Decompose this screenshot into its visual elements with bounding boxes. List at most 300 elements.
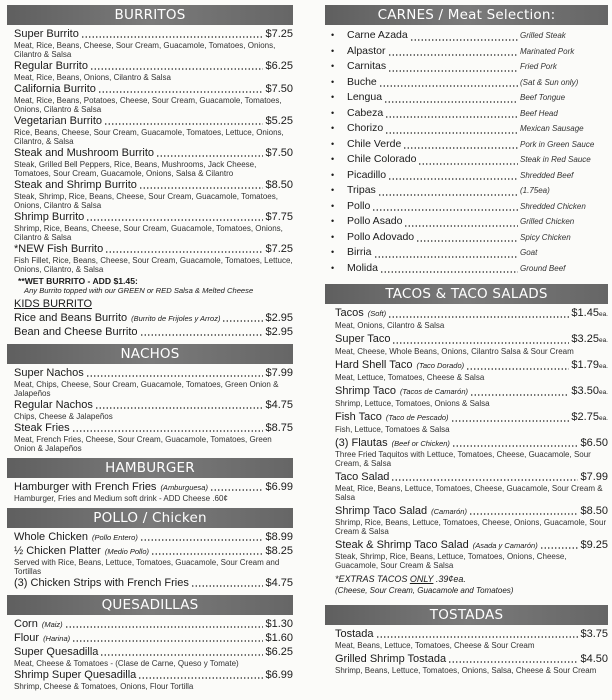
item-spanish-name: (Harina) <box>43 634 71 643</box>
bullet-icon: • <box>331 200 335 211</box>
menu-item-line <box>335 653 608 666</box>
item-price: $8.99 <box>265 531 293 543</box>
item-name: Super Taco <box>335 333 391 345</box>
item-name: *NEW Fish Burrito <box>14 243 104 255</box>
menu-item <box>14 545 293 576</box>
meat-description: (Sat & Sun only) <box>520 77 579 87</box>
dot-leader <box>469 513 579 515</box>
menu-item-line <box>335 359 608 373</box>
dot-leader <box>72 430 264 432</box>
bullet-icon: • <box>331 154 335 164</box>
bullet-icon: • <box>331 262 335 273</box>
item-description: Shrimp, Rice, Beans, Lettuce, Tomatoes, Cheese, Onions, Guacamole, Sour Cream & Salsa <box>335 518 607 536</box>
bullet-icon: • <box>331 123 335 133</box>
menu-item <box>14 60 293 82</box>
meat-item <box>325 28 608 44</box>
bullet-icon: • <box>331 138 335 149</box>
section-hamburger <box>7 458 293 504</box>
item-price: $3.50 <box>571 385 599 397</box>
item-name: Fish Taco <box>335 411 382 423</box>
left-column <box>7 5 293 692</box>
menu-item <box>335 628 608 650</box>
item-description: Meat, French Fries, Cheese, Sour Cream, Guacamole, Tomatoes, Green Onion & Jalapeños <box>14 435 272 453</box>
item-spanish-name: (Medio Pollo) <box>104 547 150 556</box>
dot-leader <box>140 334 264 336</box>
bullet-icon: • <box>331 45 335 56</box>
section-pollo <box>7 508 293 591</box>
item-price: $7.50 <box>265 147 293 159</box>
item-price: $8.50 <box>265 179 293 191</box>
dot-leader <box>391 479 578 481</box>
dot-leader <box>410 39 518 41</box>
item-name: (3) Flautas <box>335 437 388 449</box>
meat-item <box>325 106 608 122</box>
menu-item-line <box>14 577 293 590</box>
item-name: Shrimp Taco Salad <box>335 505 428 517</box>
item-price: $9.25 <box>580 539 608 551</box>
dot-leader <box>452 445 579 447</box>
item-name: Corn <box>14 618 38 630</box>
item-description: Meat, Rice, Beans, Cheese, Sour Cream, Guacamole, Tomatoes, Onions, Cilantro & Salsa <box>14 41 276 59</box>
item-name: California Burrito <box>14 83 96 95</box>
menu-item-line <box>335 385 608 399</box>
item-price: $7.25 <box>265 243 293 255</box>
item-price: $6.25 <box>265 60 293 72</box>
dot-leader <box>90 68 263 70</box>
extras-label: *EXTRAS TACOS <box>335 574 410 584</box>
section-tostadas <box>325 605 608 678</box>
item-description: Meat, Rice, Beans, Potatoes, Cheese, Sour Cream, Guacamole, Tomatoes, Onions, Cilantro & Salsa <box>14 96 282 114</box>
item-price: $6.99 <box>265 669 293 681</box>
item-description: Meat, Beans, Lettuce, Tomatoes, Cheese & Sour Cream <box>335 641 535 650</box>
menu-item <box>14 632 293 645</box>
meat-description: Beef Tongue <box>520 93 566 102</box>
menu-item <box>14 28 293 59</box>
menu-item <box>14 577 293 590</box>
menu-item-line <box>335 505 608 518</box>
item-name: ½ Chicken Platter <box>14 545 101 557</box>
meat-name: Cabeza <box>347 106 384 119</box>
menu-item <box>335 411 608 434</box>
item-name: Regular Burrito <box>14 60 88 72</box>
dot-leader <box>376 636 579 638</box>
item-name: Steak and Shrimp Burrito <box>14 179 137 191</box>
item-price: $7.75 <box>265 211 293 223</box>
meat-name: Pollo Asado <box>347 215 403 227</box>
bullet-icon: • <box>331 92 335 102</box>
bullet-icon: • <box>331 169 335 180</box>
item-description: Hamburger, Fries and Medium soft drink - ADD Cheese .60¢ <box>14 494 228 503</box>
item-spanish-name: (Burrito de Frijoles y Arroz) <box>131 314 221 323</box>
item-description: Three Fried Taquitos with Lettuce, Tomatoes, Cheese, Guacamole, Sour Cream, & Salsa <box>335 450 591 468</box>
item-spanish-name: (Taco de Pescado) <box>385 413 449 422</box>
item-description: Meat, Rice, Beans, Onions, Cilantro & Salsa <box>14 73 171 82</box>
extras-note <box>335 573 608 585</box>
section-burritos <box>7 5 293 340</box>
dot-leader <box>388 70 518 72</box>
dot-leader <box>98 91 264 93</box>
meat-description: Marinated Pork <box>520 46 575 56</box>
dot-leader <box>140 539 264 541</box>
menu-item-line <box>14 115 293 128</box>
menu-item-line <box>14 243 293 256</box>
dot-leader <box>380 271 518 273</box>
menu-item-line <box>335 539 608 552</box>
item-name: Taco Salad <box>335 471 390 483</box>
menu-item <box>335 505 608 536</box>
menu-item <box>335 539 608 570</box>
meat-item <box>325 245 608 261</box>
item-description: Served with Rice, Beans, Lettuce, Tomatoes, Guacamole, Sour Cream and Tortillas <box>14 558 280 576</box>
item-price: $1.60 <box>265 632 293 644</box>
dot-leader <box>403 147 518 149</box>
item-name: Regular Nachos <box>14 399 93 411</box>
item-name: Hamburger with French Fries <box>14 481 157 493</box>
bullet-icon: • <box>331 107 335 118</box>
item-spanish-name: (Taco Dorado) <box>416 361 465 370</box>
kids-burrito-label: KIDS BURRITO <box>14 298 93 310</box>
item-name: Flour <box>14 632 40 644</box>
bullet-icon: • <box>331 247 335 257</box>
extras-only: ONLY <box>409 574 434 584</box>
item-price: $6.99 <box>265 481 293 493</box>
bullet-icon: • <box>331 185 335 195</box>
meat-name: Buche <box>347 75 377 88</box>
menu-item <box>335 307 608 330</box>
item-price: $4.75 <box>265 399 293 411</box>
menu-item-line <box>335 333 608 347</box>
section-quesadillas <box>7 595 293 692</box>
item-price: $1.45 <box>571 307 599 319</box>
item-price: $6.25 <box>265 646 293 658</box>
item-price: $8.75 <box>265 422 293 434</box>
extras-desc: (Cheese, Sour Cream, Guacamole and Tomatoes) <box>335 586 514 595</box>
item-name: Tacos <box>335 307 364 319</box>
bullet-icon: • <box>331 61 335 71</box>
dot-leader <box>156 155 263 157</box>
item-price: $5.25 <box>265 115 293 127</box>
meat-description: Beef Head <box>520 108 558 118</box>
meat-description: Pork in Green Sauce <box>520 139 595 149</box>
meat-name: Birria <box>347 246 372 258</box>
section-tacos <box>325 284 608 597</box>
meat-name: Alpastor <box>347 44 386 57</box>
item-description: Meat, Onions, Cilantro & Salsa <box>335 321 445 330</box>
section-header: NACHOS <box>7 344 293 364</box>
dot-leader <box>418 163 518 165</box>
meat-description: Spicy Chicken <box>520 232 571 242</box>
item-description: Meat, Rice, Beans, Lettuce, Tomatoes, Cheese, Guacamole, Sour Cream & Salsa <box>335 484 603 502</box>
dot-leader <box>222 320 263 322</box>
item-price: $7.50 <box>265 83 293 95</box>
item-price: $3.25 <box>571 333 599 345</box>
dot-leader <box>384 101 518 103</box>
menu-item-line <box>335 437 608 450</box>
dot-leader <box>379 85 518 87</box>
item-description: Shrimp, Cheese & Tomatoes, Onions, Flour Tortilla <box>14 682 194 691</box>
item-description: Rice, Beans, Cheese, Sour Cream, Guacamole, Tomatoes, Lettuce, Onions, Cilantro, & Salsa <box>14 128 284 146</box>
meat-description: Shredded Beef <box>520 170 574 180</box>
meat-description: Grilled Chicken <box>520 217 575 226</box>
wet-burrito-desc: Any Burrito topped with our GREEN or RED Salsa & Melted Cheese <box>24 286 254 295</box>
section-header: HAMBURGER <box>7 458 293 478</box>
menu-item <box>14 115 293 146</box>
bullet-icon: • <box>331 231 335 242</box>
menu-item <box>14 243 293 274</box>
menu-item <box>14 481 293 503</box>
item-name: Steak & Shrimp Taco Salad <box>335 539 469 551</box>
item-description: Meat, Cheese, Whole Beans, Onions, Cilantro Salsa & Sour Cream <box>335 347 574 356</box>
item-spanish-name: (Soft) <box>367 309 387 318</box>
dot-leader <box>374 256 518 258</box>
dot-leader <box>466 368 569 370</box>
price-suffix: ea. <box>598 311 608 318</box>
dot-leader <box>100 654 263 656</box>
item-description: Meat, Cheese & Tomatoes - (Clase de Carne, Queso y Tomate) <box>14 659 239 668</box>
item-spanish-name: (Camarón) <box>431 507 467 516</box>
item-description: Meat, Lettuce, Tomatoes, Cheese & Salsa <box>335 373 485 382</box>
item-name: Rice and Beans Burrito <box>14 312 128 324</box>
item-name: Steak Fries <box>14 422 70 434</box>
item-name: Whole Chicken <box>14 531 88 543</box>
meat-name: Picadillo <box>347 168 387 181</box>
menu-item-line <box>14 632 293 645</box>
meat-name: Carnitas <box>347 60 387 72</box>
meat-name: Chorizo <box>347 122 384 134</box>
dot-leader <box>104 123 263 125</box>
item-name: Tostada <box>335 628 374 640</box>
menu-item <box>14 147 293 178</box>
menu-item-line <box>14 399 293 412</box>
meat-description: Mexican Sausage <box>520 124 584 133</box>
section-header: POLLO / Chicken <box>7 508 293 528</box>
meat-item <box>325 137 608 153</box>
dot-leader <box>388 316 569 318</box>
dot-leader <box>210 489 264 491</box>
item-price: $4.75 <box>265 577 293 589</box>
meat-item <box>325 121 608 137</box>
meat-description: Shredded Chicken <box>520 201 586 211</box>
item-name: Steak and Mushroom Burrito <box>14 147 155 159</box>
section-carnes <box>325 5 608 276</box>
item-description: Chips, Cheese & Jalapeños <box>14 412 113 421</box>
meat-name: Pollo <box>347 199 371 212</box>
item-description: Shrimp, Rice, Beans, Cheese, Sour Cream, Guacamole, Tomatoes, Onions, Cilantro & Salsa <box>14 224 283 242</box>
item-name: (3) Chicken Strips with French Fries <box>14 577 189 589</box>
price-suffix: ea. <box>598 415 608 422</box>
dot-leader <box>86 219 263 221</box>
menu-item-line <box>14 60 293 73</box>
menu-item-line <box>14 28 293 41</box>
menu-item <box>335 385 608 408</box>
item-spanish-name: (Beef or Chicken) <box>391 439 450 448</box>
item-name: Hard Shell Taco <box>335 359 413 371</box>
dot-leader <box>385 116 518 118</box>
item-name: Shrimp Taco <box>335 385 396 397</box>
menu-item <box>14 618 293 631</box>
right-column <box>325 5 608 678</box>
item-description: Fish, Lettuce, Tomatoes & Salsa <box>335 425 450 434</box>
dot-leader <box>416 240 518 242</box>
item-description: Shrimp, Beans, Lettuce, Tomatoes, Onions, Salsa, Cheese & Sour Cream <box>335 666 597 675</box>
menu-item <box>14 646 293 668</box>
bullet-icon: • <box>331 216 335 226</box>
dot-leader <box>385 132 518 134</box>
menu-item-line <box>14 669 293 682</box>
item-spanish-name: (Maiz) <box>41 620 63 629</box>
meat-item <box>325 152 608 168</box>
item-name: Super Quesadilla <box>14 646 99 658</box>
menu-item-line <box>335 307 608 321</box>
menu-item <box>14 326 293 339</box>
dot-leader <box>448 661 578 663</box>
item-price: $7.25 <box>265 28 293 40</box>
bullet-icon: • <box>331 76 335 87</box>
meat-item <box>325 75 608 91</box>
menu-item-line <box>14 326 293 339</box>
extras-price: .39¢ea. <box>433 574 466 584</box>
section-header: TACOS & TACO SALADS <box>325 284 608 304</box>
section-header: QUESADILLAS <box>7 595 293 615</box>
menu-item <box>335 471 608 502</box>
dot-leader <box>65 626 264 628</box>
menu-item-line <box>14 312 293 325</box>
item-spanish-name: (Pollo Entero) <box>91 533 138 542</box>
menu-item-line <box>335 471 608 484</box>
item-description: Steak, Shrimp, Rice, Beans, Lettuce, Tomatoes, Onions, Cheese, Guacamole, Sour Cream & Salsa <box>335 552 567 570</box>
item-name: Super Burrito <box>14 28 79 40</box>
meat-item <box>325 261 608 277</box>
menu-item <box>14 531 293 544</box>
dot-leader <box>392 342 569 344</box>
menu-item-line <box>14 545 293 558</box>
dot-leader <box>86 375 264 377</box>
item-description: Steak, Grilled Bell Peppers, Rice, Beans, Mushrooms, Jack Cheese, Tomatoes, Sour Cream, Guacamole, Onions, Salsa & Cilantro <box>14 160 257 178</box>
dot-leader <box>470 394 569 396</box>
section-header: CARNES / Meat Selection: <box>325 5 608 25</box>
menu-item <box>14 399 293 421</box>
menu-item <box>14 312 293 325</box>
meat-description: (1.75ea) <box>520 186 550 195</box>
dot-leader <box>451 420 570 422</box>
menu-item-line <box>14 147 293 160</box>
meat-item <box>325 230 608 246</box>
menu-item-line <box>14 618 293 631</box>
item-price: $4.50 <box>580 653 608 665</box>
meat-description: Goat <box>520 248 538 257</box>
menu-item-line <box>14 367 293 380</box>
item-price: $2.75 <box>571 411 599 423</box>
menu-item-line <box>14 531 293 544</box>
item-name: Vegetarian Burrito <box>14 115 103 127</box>
meat-item <box>325 183 608 199</box>
dot-leader <box>72 640 263 642</box>
meat-name: Tripas <box>347 184 376 196</box>
menu-item-line <box>14 211 293 224</box>
dot-leader <box>372 209 518 211</box>
meat-name: Carne Azada <box>347 29 408 41</box>
item-price: $7.99 <box>265 367 293 379</box>
dot-leader <box>388 178 518 180</box>
meat-name: Lengua <box>347 91 383 103</box>
dot-leader <box>105 251 263 253</box>
meat-item <box>325 214 608 230</box>
menu-item <box>14 83 293 114</box>
item-name: Bean and Cheese Burrito <box>14 326 138 338</box>
item-spanish-name: (Tacos de Camarón) <box>399 387 469 396</box>
price-suffix: ea. <box>598 337 608 344</box>
meat-name: Chile Colorado <box>347 153 417 165</box>
menu-item <box>14 422 293 453</box>
meat-description: Ground Beef <box>520 263 566 273</box>
section-header: TOSTADAS <box>325 605 608 625</box>
menu-item <box>335 437 608 468</box>
item-price: $7.99 <box>580 471 608 483</box>
item-description: Meat, Chips, Cheese, Sour Cream, Guacamole, Tomatoes, Green Onion & Jalapeños <box>14 380 279 398</box>
meat-name: Pollo Adovado <box>347 230 415 243</box>
item-name: Shrimp Super Quesadilla <box>14 669 137 681</box>
meat-name: Molida <box>347 261 378 274</box>
item-description: Fish Fillet, Rice, Beans, Cheese, Sour Cream, Guacamole, Tomatoes, Lettuce, Onions, Cilantro, & Salsa <box>14 256 293 274</box>
dot-leader <box>81 36 264 38</box>
meat-description: Grilled Steak <box>520 31 566 40</box>
item-description: Steak, Shrimp, Rice, Beans, Cheese, Sour Cream, Guacamole, Tomatoes, Onions, Cilantro & Salsa <box>14 192 278 210</box>
menu-item <box>335 653 608 675</box>
dot-leader <box>191 585 264 587</box>
menu-item <box>14 179 293 210</box>
item-price: $3.75 <box>580 628 608 640</box>
bullet-icon: • <box>331 30 335 40</box>
dot-leader <box>151 553 263 555</box>
menu-item <box>335 333 608 356</box>
meat-item <box>325 59 608 75</box>
menu-item-line <box>335 411 608 425</box>
meat-item <box>325 168 608 184</box>
menu-item <box>14 367 293 398</box>
menu-item-line <box>14 646 293 659</box>
dot-leader <box>95 407 264 409</box>
item-price: $2.95 <box>265 326 293 338</box>
menu-item-line <box>14 83 293 96</box>
menu-item-line <box>335 628 608 641</box>
dot-leader <box>138 677 263 679</box>
menu-item <box>14 211 293 242</box>
dot-leader <box>378 194 518 196</box>
item-name: Super Nachos <box>14 367 84 379</box>
item-spanish-name: (Asada y Camarón) <box>472 541 538 550</box>
meat-item <box>325 90 608 106</box>
meat-description: Steak in Red Sauce <box>520 155 591 164</box>
meat-list <box>325 25 608 276</box>
meat-item <box>325 199 608 215</box>
item-description: Shrimp, Lettuce, Tomatoes, Onions & Salsa <box>335 399 490 408</box>
item-spanish-name: (Amburguesa) <box>160 483 208 492</box>
menu-item-line <box>14 481 293 494</box>
item-price: $6.50 <box>580 437 608 449</box>
item-price: $1.79 <box>571 359 599 371</box>
price-suffix: ea. <box>598 363 608 370</box>
dot-leader <box>540 547 579 549</box>
section-nachos <box>7 344 293 454</box>
item-price: $2.95 <box>265 312 293 324</box>
item-name: Shrimp Burrito <box>14 211 85 223</box>
item-name: Grilled Shrimp Tostada <box>335 653 447 665</box>
price-suffix: ea. <box>598 389 608 396</box>
item-price: $1.30 <box>265 618 293 630</box>
dot-leader <box>139 187 264 189</box>
menu-item <box>335 359 608 382</box>
meat-name: Chile Verde <box>347 137 402 150</box>
